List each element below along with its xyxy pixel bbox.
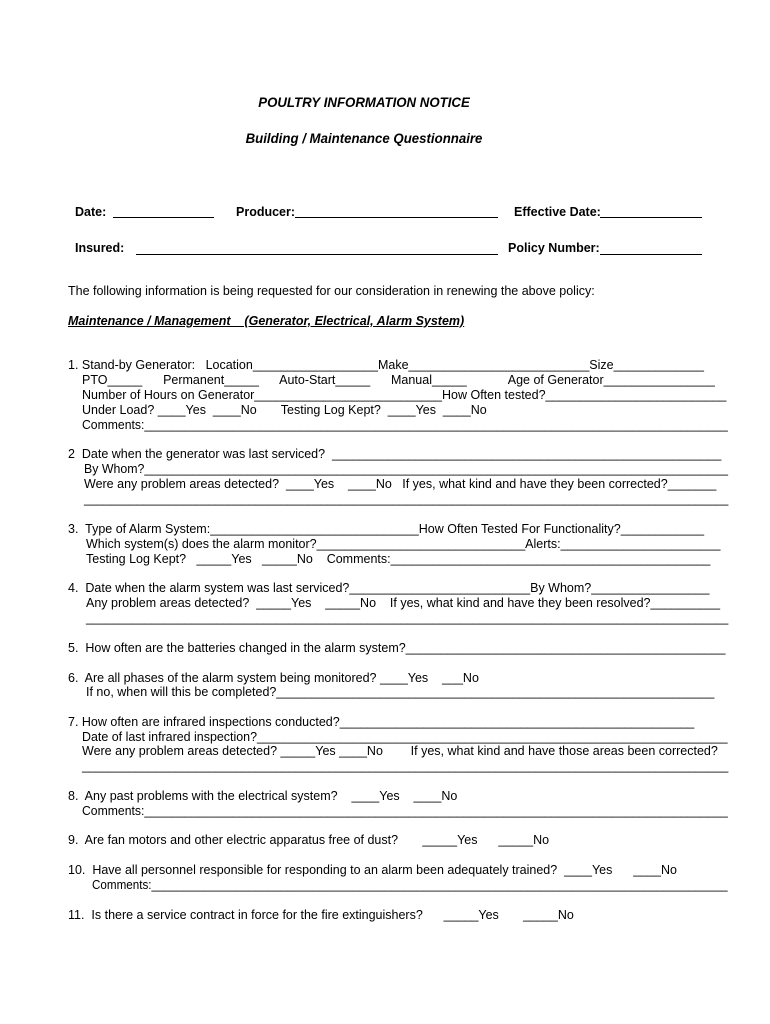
q3-line2: Which system(s) does the alarm monitor?______________________________Alerts:_______________________	[86, 537, 721, 551]
q2-line2: By Whom?_____________________________________________________________________________________	[84, 462, 729, 476]
page-subtitle: Building / Maintenance Questionnaire	[245, 130, 483, 146]
date-label: Date:	[75, 205, 107, 219]
policy-number-label: Policy Number:	[508, 241, 600, 255]
q6-line2: If no, when will this be completed?_______________________________________________________________	[86, 685, 715, 699]
q7-line2: Date of last infrared inspection?____________________________________________________________________	[82, 730, 728, 744]
effective-date-label: Effective Date:	[514, 205, 601, 219]
q6-line1: 6. Are all phases of the alarm system being monitored? ____Yes ___No	[68, 671, 479, 685]
producer-field[interactable]	[295, 217, 498, 218]
q3-line1: 3. Type of Alarm System:______________________________How Often Tested For Functionality?____________	[68, 522, 705, 536]
q7-line4: _________________________________________________________________________________________________	[82, 759, 729, 773]
q2-line1: 2 Date when the generator was last serviced? ________________________________________________________	[68, 447, 722, 461]
q7-line3: Were any problem areas detected? _____Yes ____No If yes, what kind and have those areas been corrected?	[82, 744, 718, 758]
q3-line3: Testing Log Kept? _____Yes _____No Comments:______________________________________________	[86, 552, 711, 566]
section-title: Maintenance / Management (Generator, Electrical, Alarm System)	[68, 314, 465, 328]
q7-line1: 7. How often are infrared inspections conducted?___________________________________________________	[68, 715, 695, 729]
intro-text: The following information is being requested for our consideration in renewing the above policy:	[68, 284, 595, 298]
q4-line3: __________________________________________________________________________________________________	[86, 611, 729, 625]
q10-line1: 10. Have all personnel responsible for responding to an alarm been adequately trained? ____Yes ____No	[68, 863, 677, 877]
q1-line2: PTO_____ Permanent_____ Auto-Start_____ Manual_____ Age of Generator________________	[82, 373, 715, 387]
q1-line5: Comments:______________________________________________________________________________________	[82, 418, 728, 432]
q4-line1: 4. Date when the alarm system was last serviced?__________________________By Whom?_________________	[68, 581, 710, 595]
producer-label: Producer:	[236, 205, 296, 219]
insured-label: Insured:	[75, 241, 125, 255]
q1-line4: Under Load? ____Yes ____No Testing Log Kept? ____Yes ____No	[82, 403, 487, 417]
q11-line1: 11. Is there a service contract in force for the fire extinguishers? _____Yes _____No	[68, 908, 574, 922]
q4-line2: Any problem areas detected? _____Yes _____No If yes, what kind and have they been resolved?__________	[86, 596, 721, 610]
q8-line2: Comments:______________________________________________________________________________________	[82, 804, 728, 818]
page-title: POULTRY INFORMATION NOTICE	[258, 94, 470, 110]
q2-line3: Were any problem areas detected? ____Yes ____No If yes, what kind and have they been corrected?_______	[84, 477, 717, 491]
insured-field[interactable]	[136, 254, 498, 255]
policy-number-field[interactable]	[600, 254, 702, 255]
q1-line3: Number of Hours on Generator___________________________How Often tested?__________________________	[82, 388, 727, 402]
date-field[interactable]	[113, 217, 214, 218]
q9-line1: 9. Are fan motors and other electric apparatus free of dust? _____Yes _____No	[68, 833, 550, 847]
q5-line1: 5. How often are the batteries changed in the alarm system?______________________________________________	[68, 641, 726, 655]
q2-line4: __________________________________________________________________________________________________	[84, 492, 729, 506]
q1-line1: 1. Stand-by Generator: Location__________________Make__________________________Size_____________	[68, 358, 704, 372]
q8-line1: 8. Any past problems with the electrical system? ____Yes ____No	[68, 789, 458, 803]
effective-date-field[interactable]	[600, 217, 702, 218]
q10-line2: Comments:_________________________________________________________________________________________	[92, 878, 728, 892]
